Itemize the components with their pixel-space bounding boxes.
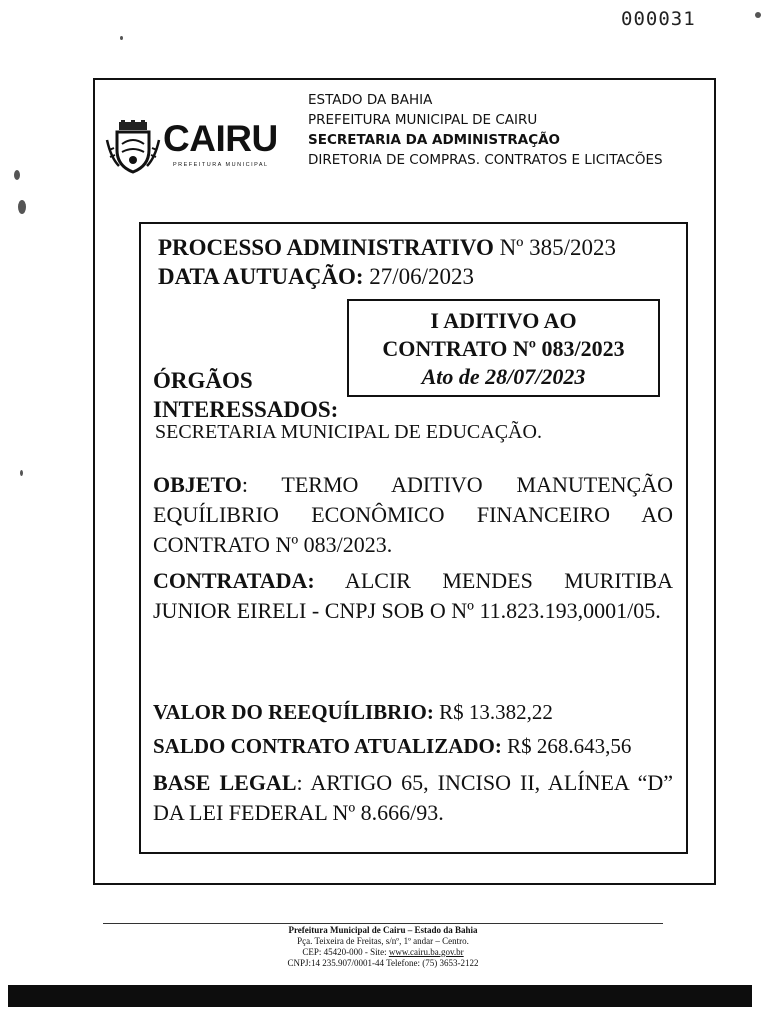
process-number-line bbox=[158, 233, 616, 262]
contratada-paragraph bbox=[153, 566, 673, 626]
saldo-value: R$ 268.643,56 bbox=[501, 734, 632, 758]
base-legal-text: : ARTIGO 65, INCISO II, ALÍNEA “D” DA LEI FEDERAL Nº 8.666/93. bbox=[153, 770, 673, 825]
contratada-text: ALCIR MENDES MURITIBA JUNIOR EIRELI - CNPJ SOB O Nº 11.823.193,0001/05. bbox=[153, 568, 673, 623]
scan-speck bbox=[755, 12, 761, 18]
valor-label: VALOR DO REEQUÍLIBRIO: bbox=[153, 700, 434, 724]
process-date-label: DATA AUTUAÇÃO: bbox=[158, 264, 364, 289]
process-label: PROCESSO ADMINISTRATIVO bbox=[158, 235, 494, 260]
orgaos-label-line2: INTERESSADOS: bbox=[153, 397, 339, 422]
base-legal-label: BASE LEGAL bbox=[153, 770, 297, 795]
objeto-text: : TERMO ADITIVO MANUTENÇÃO EQUÍLIBRIO ECONÔMICO FINANCEIRO AO CONTRATO Nº 083/2023. bbox=[153, 472, 673, 557]
scan-speck bbox=[14, 170, 20, 180]
header-prefecture: PREFEITURA MUNICIPAL DE CAIRU bbox=[308, 112, 538, 128]
aditivo-box bbox=[347, 299, 660, 397]
process-date: 27/06/2023 bbox=[363, 264, 475, 289]
footer-cep: CEP: 45420-000 - Site: bbox=[302, 947, 389, 957]
objeto-label: OBJETO bbox=[153, 472, 242, 497]
footer-prefecture: Prefeitura Municipal de Cairu – Estado da Bahia bbox=[288, 925, 478, 935]
aditivo-title: I ADITIVO AO bbox=[430, 308, 577, 333]
footer-site-link[interactable]: www.cairu.ba.gov.br bbox=[388, 947, 464, 957]
footer-cep-site bbox=[203, 947, 563, 958]
saldo-label: SALDO CONTRATO ATUALIZADO: bbox=[153, 734, 502, 758]
aditivo-date: Ato de 28/07/2023 bbox=[421, 364, 586, 389]
process-number: Nº 385/2023 bbox=[493, 235, 617, 260]
logo-subtitle: PREFEITURA MUNICIPAL bbox=[173, 162, 269, 168]
process-date-line bbox=[158, 262, 616, 291]
valor-value: R$ 13.382,22 bbox=[433, 700, 553, 724]
footer-address: Pça. Teixeira de Freitas, s/nº, 1º andar – Centro. bbox=[297, 936, 469, 946]
contratada-label: CONTRATADA: bbox=[153, 568, 315, 593]
footer bbox=[203, 925, 563, 969]
scan-speck bbox=[20, 470, 23, 476]
header-directorate: DIRETORIA DE COMPRAS. CONTRATOS E LICITACÕES bbox=[308, 152, 663, 168]
coat-of-arms-icon bbox=[105, 120, 161, 174]
header-state: ESTADO DA BAHIA bbox=[308, 92, 433, 108]
footer-divider bbox=[103, 923, 663, 924]
valor-line bbox=[153, 700, 553, 725]
scan-speck bbox=[18, 200, 26, 214]
aditivo-contract: CONTRATO Nº 083/2023 bbox=[382, 336, 625, 361]
saldo-line bbox=[153, 734, 631, 759]
scan-speck bbox=[120, 36, 123, 40]
process-info bbox=[158, 233, 616, 291]
scan-dark-band bbox=[8, 985, 752, 1007]
orgaos-label bbox=[153, 366, 338, 424]
base-legal-paragraph bbox=[153, 768, 673, 828]
footer-cnpj-phone: CNPJ:14 235.907/0001-44 Telefone: (75) 3653-2122 bbox=[287, 958, 479, 968]
orgaos-value: SECRETARIA MUNICIPAL DE EDUCAÇÃO. bbox=[155, 421, 542, 443]
page-number: 000031 bbox=[621, 8, 696, 30]
header-secretariat: SECRETARIA DA ADMINISTRAÇÃO bbox=[308, 132, 561, 148]
cairu-logo bbox=[105, 120, 285, 174]
objeto-paragraph bbox=[153, 470, 673, 560]
letterhead bbox=[308, 90, 663, 170]
orgaos-label-line1: ÓRGÃOS bbox=[153, 368, 253, 393]
logo-wordmark: CAIRU bbox=[163, 118, 278, 159]
